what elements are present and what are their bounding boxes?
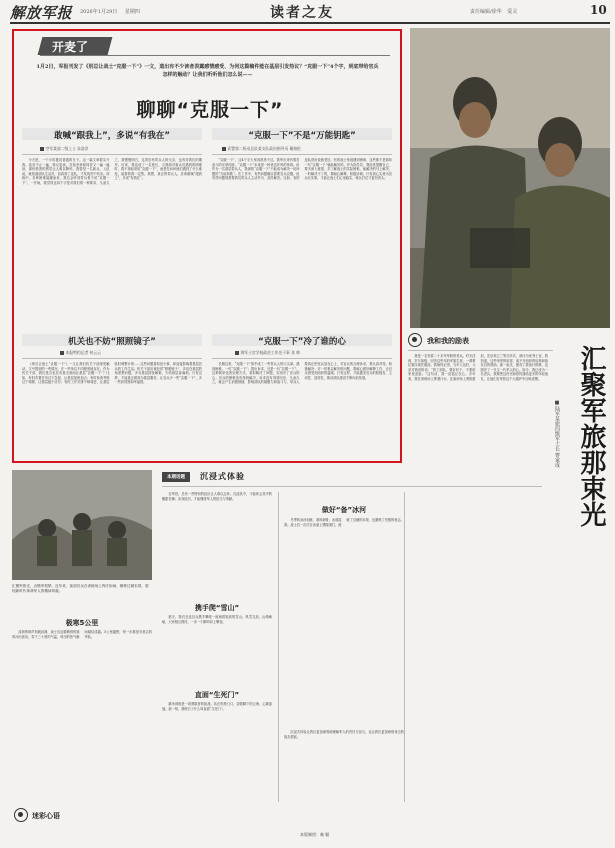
column-body xyxy=(408,354,548,744)
topic-label: 本期话题 xyxy=(162,472,190,482)
issue-weekday: 星期四 xyxy=(124,9,140,15)
article-byline xyxy=(60,350,200,356)
article-paragraph: 《别总让战士“克服一下”》一文让我们机关干部深受触动。文中提到的一些情况，在一些单位不同程度地存在。作为机关干部，我们是否也在有意无意间让基层“克服一下”？比如，有时布置任务过于急促，让基层加班加点；有时检查考核过于频繁，让基层疲于应付；有时工作安排不够周密，让基层临时调整计划……这些问题看似是小事，却直接影响着基层官兵的工作生活。机关干部应该经常“照照镜子”，多站在基层的角度想问题，多为基层排忧解难，少给基层添麻烦。只有这样，才能真正做到为基层服务，让官兵少一些“克服一下”，多一些获得感和幸福感。 xyxy=(22,362,202,385)
topic-intro xyxy=(162,492,272,602)
byline-text: 海军士官学校政治工作处干事 张 帅 xyxy=(240,350,300,355)
article-body xyxy=(212,158,392,326)
column-paragraph: 我是一名有着二十多年军龄的老兵。时光荏苒，岁月如梭，回首这些年的军旅生涯，一幕幕往事浮现在眼前。我始终记得，当年入伍时，父亲对我说的话：“到了部队，要好好干，不要给家里丢脸。”这句话，我一直铭记在心。多年来，我在训练场上挥洒汗水，在演训场上勇挑重担，先后荣立三等功多次，被评为优秀士官。我知道，这些荣誉的取得，离不开组织的培养和战友们的帮助。那一束光，照亮了我前行的路，也照亮了一代又一代军人的心。如今，我已成为一名老兵，我要把这份光和热传递给更多的年轻战友，让他们在军营这个大熔炉中百炼成钢。 xyxy=(408,354,548,381)
issue-date: 2026年1月29日 xyxy=(80,9,118,15)
article-body xyxy=(22,362,202,458)
story-title: 携手爬“雪山” xyxy=(194,604,240,612)
kicker-label: 开麦了 xyxy=(52,40,89,54)
story-paragraph: 那天，我们全连官兵携手攀爬一座海拔较高的雪山。风雪交加，山路崎岖，大家相互搀扶，一步一个脚印向上攀登。 xyxy=(162,615,272,624)
article-paragraph: 今天是，一个平时极其普通的日子。这一篇文章着实令我，甚至不止一遍，我反复读，在宿舍里和同伴又一遍一遍读，那份熟悉的感觉让人难以释怀。我曾是一名新兵，入伍前，就知道部队生活苦，但真到了连队，才发现苦中有乐。训练中，各种困难接踵而来，我总会听到带兵骨干说“克服一下”。一开始，我觉得这四个字是对我们的一种要求，久而久之，我慢慢明白，这背后有带兵人的无奈，也有对我们的期许。后来，我也成了一名班长，当我面对新兵们遇到的困难时，我不再轻易说“克服一下”，而是先问问他们遇到了什么难处，能帮的我一定帮。我想，真正的带兵人，应该敢喊“跟我上”，多说“有我在”。 xyxy=(22,158,202,185)
column-divider xyxy=(278,492,279,802)
masthead-logo: 解放军报 xyxy=(10,4,73,22)
byline-text: 空军某部二级上士 朱洛淳 xyxy=(45,146,89,151)
page-number: 10 xyxy=(590,3,607,17)
editor-1: 责任编辑/徐华 xyxy=(470,9,502,15)
article-title: 机关也不妨“照照镜子” xyxy=(68,337,156,347)
closing-body xyxy=(284,730,404,790)
topic-title: 沉浸式体验 xyxy=(200,472,245,481)
article-title: “克服一下”冷了谁的心 xyxy=(258,337,346,347)
divider xyxy=(22,358,202,359)
section-title: 迷彩心语 xyxy=(32,812,60,820)
feature-intro: 1月2日，军报刊发了《别总让战士“克服一下”》一文，道出有不少读者表露感情感受、为何这篇稿件能在基层引发热议？“克服一下”4个字，到底带给官兵怎样的触动？让我们听听他们怎么说—— xyxy=(36,64,379,78)
feature-headline: 聊聊“克服一下” xyxy=(136,99,284,121)
kicker-rule xyxy=(40,55,390,56)
story-paragraph: 冬季的冰河训练，寒风刺骨，冰面湿滑。战士们一次次在冰面上摸爬滚打，练就了过硬的本领，也磨炼了坚强的意志。 xyxy=(284,518,404,527)
vertical-headline: 汇聚军旅那束光 xyxy=(576,345,606,527)
story-body xyxy=(162,615,272,685)
divider xyxy=(212,154,392,155)
story-body xyxy=(162,702,272,802)
dateline xyxy=(80,8,146,15)
story-body xyxy=(284,518,404,728)
byline-marker xyxy=(40,147,44,151)
soldiers-photo xyxy=(410,28,610,328)
article-byline xyxy=(235,350,395,356)
vertical-byline: ■陆军某旅四级军士长 曹家成 xyxy=(554,400,560,468)
editor-credits xyxy=(470,8,521,15)
article-byline xyxy=(40,146,200,152)
article-body xyxy=(212,362,392,458)
divider xyxy=(212,358,392,359)
page-title: 读者之友 xyxy=(270,5,334,21)
column-divider xyxy=(404,492,405,802)
byline-text: 本报特约记者 何云云 xyxy=(65,350,101,355)
divider xyxy=(162,486,542,487)
byline-marker xyxy=(235,351,239,355)
story-title: 做好“备”冰河 xyxy=(321,506,367,514)
closing-paragraph: 沉浸式体验让我们更加深刻地理解军人的责任与担当，也让我们更加珍惜身边的战友情谊。 xyxy=(284,730,404,739)
page-footer: 本版制图：赖 颖 xyxy=(300,832,330,837)
byline-marker xyxy=(60,351,64,355)
training-photo-graphic xyxy=(12,470,152,580)
mini-article-paragraph: 清晨的哨声划破寂静，战士们迎着刺骨的寒风冲出营房。零下三十度的气温，呼出的热气瞬间凝结成霜。5公里越野，每一步都是对意志的考验。 xyxy=(12,630,152,639)
mini-article-title: 极寒5公里 xyxy=(65,619,99,627)
byline-text: 武警第二机动总队某支队政治指导员 戴柏松 xyxy=(227,146,301,151)
article-title: “克服一下”不是“万能钥匙” xyxy=(248,131,356,141)
soldiers-photo-graphic xyxy=(410,28,610,328)
article-paragraph: “克服一下”，这4个字大家再熟悉不过。我军历来有艰苦奋斗的光荣传统，“克服一下”本身是一种优良作风的体现。但作为一名基层带兵人，我深知“克服一下”不能成为解决一切问题的“万能钥匙”。在工作中，有些问题确实需要官兵克服，但有些问题则需要我们带兵人主动作为、及时解决。比如，有的连队营房设施老旧，有的战士家庭遇到困难，这些都不是简单一句“克服一下”就能解决的。作为指导员，我经常提醒自己，要多深入班排，多了解战士的实际困难，能解决的马上解决，一时解决不了的，要耐心解释，积极协调。只有真心实意为官兵办实事，才能让战士们心里踏实，练兵打仗才更有劲头。 xyxy=(212,158,392,181)
article-paragraph: 长期以来，“克服一下”似乎成了一些带兵人的口头禅。遇到困难，一句“克服一下”；提出诉求，还是一句“克服一下”。这种简单化的处理方式，看似解决了问题，实则冷了官兵的心。官兵的困难没有得到解决，诉求没有得到回应，久而久之，就会产生消极情绪，影响部队的凝聚力和战斗力。带兵人要真正把官兵放在心上，对官兵的合理诉求，要认真对待，积极解决；对一时难以解决的问题，要耐心做好解释工作，让官兵感受到组织的温暖。只有这样，才能激发官兵的积极性、主动性、创造性，推动部队建设不断向前发展。 xyxy=(212,362,392,385)
article-byline xyxy=(222,146,392,152)
story-paragraph: 跳伞训练是一项勇敢者的挑战。站在机舱门口，望着脚下的云海，心跳加速。那一刻，我明白了什么叫直面“生死门”。 xyxy=(162,702,272,711)
photo-caption: 汇聚军旅光，点燃军旅梦。近年来，某部官兵在训练场上挥汗如雨，锤炼过硬本领，展现新时代革命军人的精神风貌。 xyxy=(12,584,149,593)
header-rule xyxy=(10,22,610,24)
column-title: 我和我的励表 xyxy=(427,337,469,345)
medal-icon xyxy=(408,333,422,347)
mini-article-body xyxy=(12,630,152,800)
article-title: 敢喊“跟我上”，多说“有我在” xyxy=(54,131,170,141)
story-title: 直面“生死门” xyxy=(194,691,240,699)
training-photo xyxy=(12,470,152,580)
divider xyxy=(408,350,553,351)
topic-paragraph: 在军营，总有一些特别的经历让人难以忘怀。沉浸其中，才能体会其中的酸甜苦辣；亲身经历，才能懂得军人的担当与奉献。 xyxy=(162,492,272,501)
article-body xyxy=(22,158,202,326)
divider xyxy=(22,154,202,155)
heart-icon xyxy=(14,808,28,822)
editor-2: 爱灵 xyxy=(507,9,518,15)
byline-marker xyxy=(222,147,226,151)
